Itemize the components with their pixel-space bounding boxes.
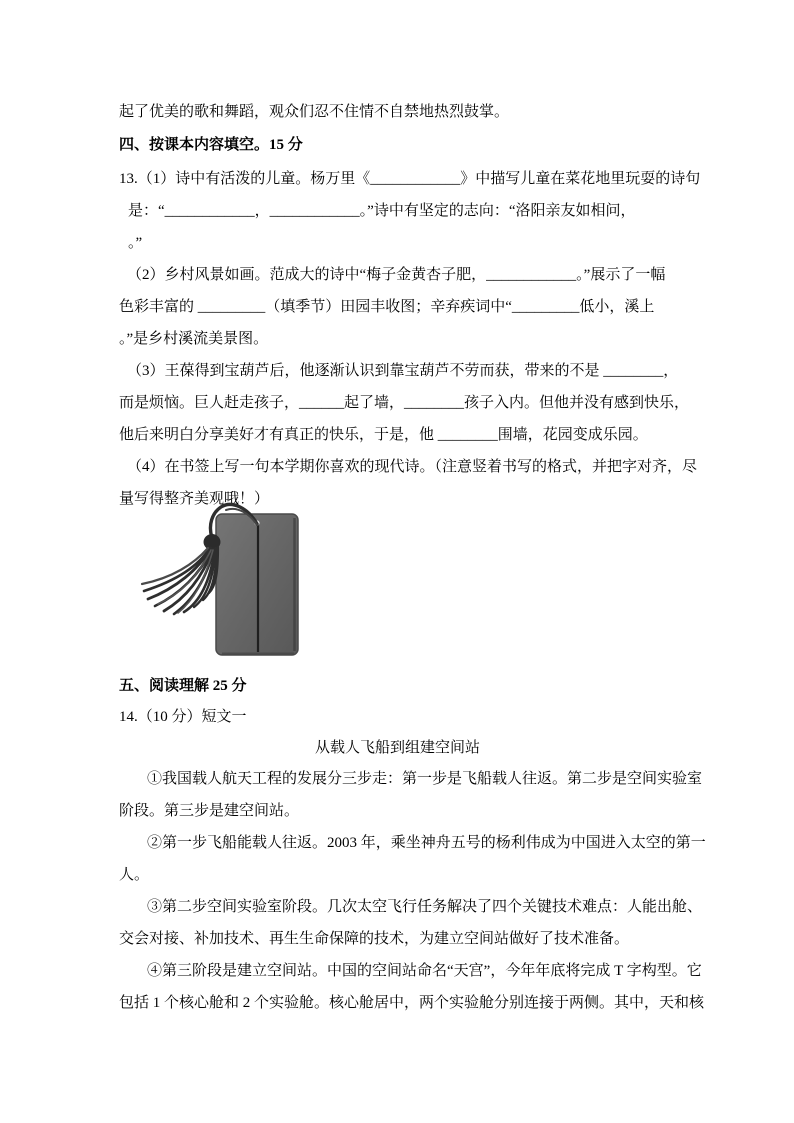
section-five-heading: 五、阅读理解 25 分 [119,678,247,694]
q13-part1-line2: 是：“____________，____________。”诗中有坚定的志向：“洛阳亲友如相问， [128,203,636,219]
passage-para4-line1: ④第三阶段是建立空间站。中国的空间站命名“天宫”，今年年底将完成 T 字构型。它 [147,963,702,979]
q13-part4-line1: （4）在书签上写一句本学期你喜欢的现代诗。（注意竖着书写的格式，并把字对齐，尽 [127,459,698,475]
tassel-bookmark-photo [128,498,320,670]
passage-title: 从载人飞船到组建空间站 [314,740,480,756]
bookmark-card [216,514,298,655]
carryover-line: 起了优美的歌和舞蹈，观众们忍不住情不自禁地热烈鼓掌。 [119,104,510,120]
q13-part3-line1: （3）王葆得到宝葫芦后，他逐渐认识到靠宝葫芦不劳而获，带来的不是 ________， [127,363,679,379]
passage-para1-line2: 阶段。第三步是建空间站。 [119,803,300,819]
q13-part2-line2: 色彩丰富的 _________（填季节）田园丰收图；辛弃疾词中“_________低小，溪上 [119,299,655,315]
q13-part3-line3: 他后来明白分享美好才有真正的快乐，于是，他 ________围墙，花园变成乐园。 [119,427,648,443]
tassel-bookmark-image [128,498,320,670]
passage-para2-line2: 人。 [119,867,150,883]
q13-part4-line2: 量写得整齐美观哦！） [119,491,270,507]
section-four-heading: 四、按课本内容填空。15 分 [119,137,303,153]
passage-para2-line1: ②第一步飞船能载人往返。2003 年，乘坐神舟五号的杨利伟成为中国进入太空的第一 [147,835,706,851]
passage-para4-line2: 包括 1 个核心舱和 2 个实验舱。核心舱居中，两个实验舱分别连接于两侧。其中，天和核 [119,995,705,1011]
passage-para3-line2: 交会对接、补加技术、再生生命保障的技术，为建立空间站做好了技术准备。 [119,931,630,947]
q13-part2-line1: （2）乡村风景如画。范成大的诗中“梅子金黄杏子肥，____________。”展示了一幅 [127,267,666,283]
passage-para1-line1: ①我国载人航天工程的发展分三步走：第一步是飞船载人往返。第二步是空间实验室 [147,771,703,787]
q13-part2-line3: 。”是乡村溪流美景图。 [119,331,269,347]
passage-para3-line1: ③第二步空间实验室阶段。几次太空飞行任务解决了四个关键技术难点：人能出舱、 [147,899,703,915]
q13-part3-line2: 而是烦恼。巨人赶走孩子，______起了墙，________孩子入内。但他并没有感到快乐， [119,395,690,411]
q13-part1-line1: 13.（1）诗中有活泼的儿童。杨万里《____________》中描写儿童在菜花地里玩耍的诗句 [119,171,701,187]
q14-label: 14.（10 分）短文一 [119,709,247,725]
q13-part1-line3: 。” [128,235,143,251]
